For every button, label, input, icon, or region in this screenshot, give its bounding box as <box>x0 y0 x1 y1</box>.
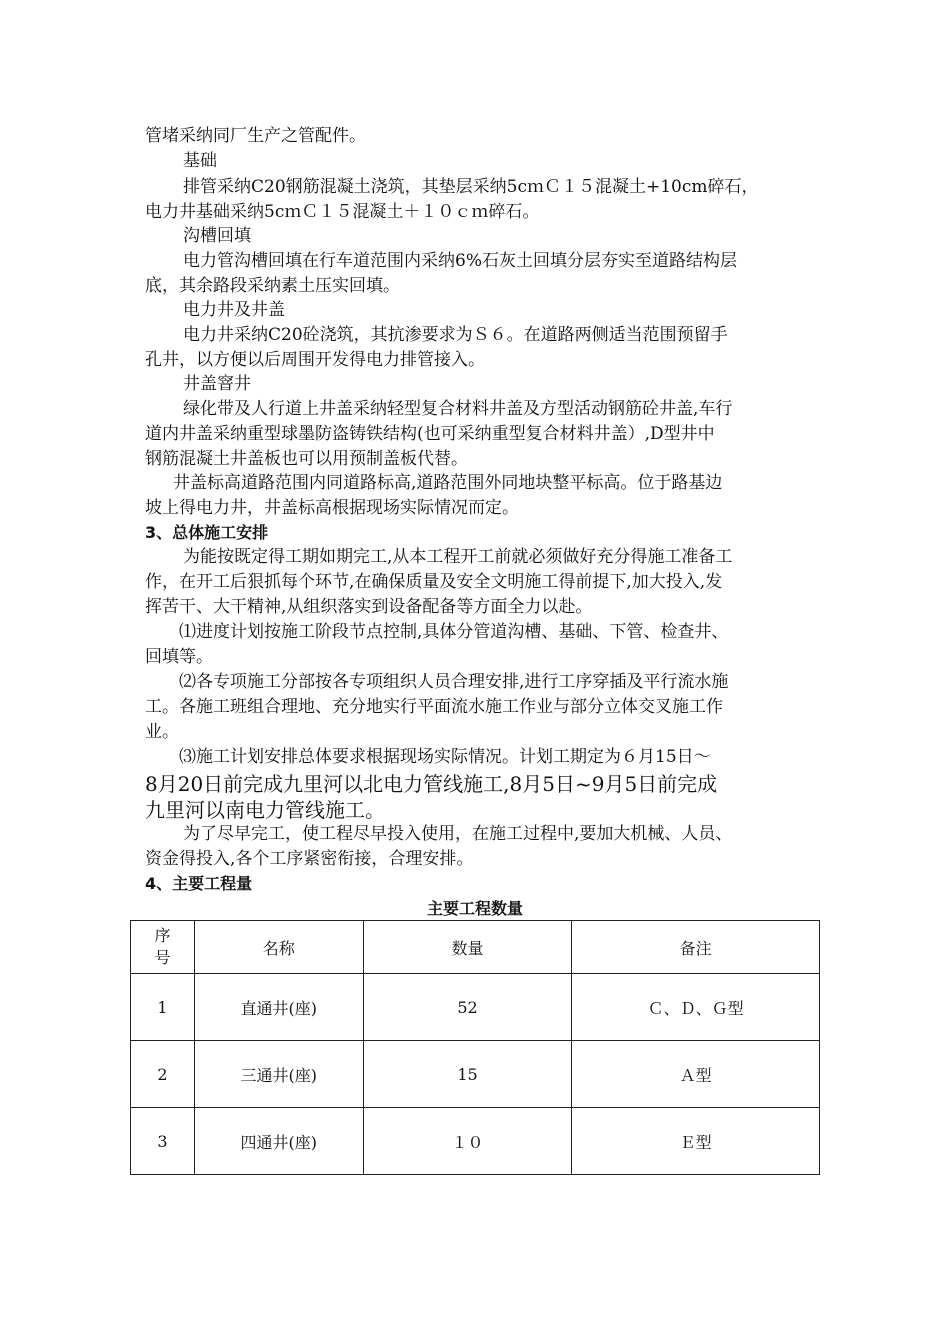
paragraph-line: 电力管沟槽回填在行车道范围内采纳6%石灰土回填分层夯实至道路结构层 <box>183 251 737 271</box>
table-row <box>131 1041 820 1108</box>
paragraph-line: 底，其余路段采纳素土压实回填。 <box>145 276 400 296</box>
table-header-row <box>131 921 820 974</box>
cell-name: 三通井(座) <box>194 1041 363 1108</box>
cell-qty: 52 <box>363 974 572 1041</box>
cell-seq: 1 <box>131 974 195 1041</box>
paragraph-line: 电力井基础采纳5cｍＣ１５混凝土＋１０ｃｍ碎石。 <box>145 202 540 222</box>
paragraph-line: 钢筋混凝土井盖板也可以用预制盖板代替。 <box>145 449 468 469</box>
cell-qty: １０ <box>363 1108 572 1175</box>
header-seq-line1: 序 <box>154 926 171 945</box>
section-heading: 3、总体施工安排 <box>145 523 269 542</box>
cell-name: 四通井(座) <box>194 1108 363 1175</box>
paragraph-line: 孔井，以方便以后周围开发得电力排管接入。 <box>145 350 485 370</box>
paragraph-line: 挥苦干、大干精神,从组织落实到设备配备等方面全力以赴。 <box>145 597 593 617</box>
paragraph-line: 业。 <box>145 722 179 742</box>
list-item: ⑵各专项施工分部按各专项组织人员合理安排,进行工序穿插及平行流水施 <box>179 672 729 692</box>
cell-note: Ｃ、Ｄ、Ｇ型 <box>572 974 820 1041</box>
header-qty: 数量 <box>363 921 572 974</box>
header-seq <box>131 921 195 974</box>
paragraph-line: 工。各施工班组合理地、充分地实行平面流水施工作业与部分立体交叉施工作 <box>145 697 723 717</box>
header-note: 备注 <box>572 921 820 974</box>
subheading: 电力井及井盖 <box>183 300 285 320</box>
paragraph-line: 电力井采纳C20砼浇筑，其抗渗要求为Ｓ６。在道路两侧适当范围预留手 <box>183 325 728 345</box>
paragraph-line: 为能按既定得工期如期完工,从本工程开工前就必须做好充分得施工准备工 <box>183 547 733 567</box>
paragraph-line: 九里河以南电力管线施工。 <box>145 798 385 822</box>
quantity-table <box>130 920 820 1175</box>
cell-seq: 3 <box>131 1108 195 1175</box>
list-item: ⑶施工计划安排总体要求根据现场实际情况。计划工期定为６月15日～ <box>179 747 711 767</box>
paragraph-line: 为了尽早完工，使工程尽早投入使用，在施工过程中,要加大机械、人员、 <box>183 824 733 844</box>
list-item: ⑴进度计划按施工阶段节点控制,具体分管道沟槽、基础、下管、检查井、 <box>179 622 729 642</box>
subheading: 基础 <box>183 151 217 171</box>
cell-qty: 15 <box>363 1041 572 1108</box>
header-seq-line2: 号 <box>154 948 171 967</box>
table-row <box>131 1108 820 1175</box>
paragraph-line: 作，在开工后狠抓每个环节,在确保质量及安全文明施工得前提下,加大投入,发 <box>145 572 723 592</box>
cell-name: 直通井(座) <box>194 974 363 1041</box>
paragraph-line: 8月20日前完成九里河以北电力管线施工,8月5日~9月5日前完成 <box>145 772 718 796</box>
subheading: 井盖窨井 <box>183 374 251 394</box>
header-name: 名称 <box>194 921 363 974</box>
cell-note: Ｅ型 <box>572 1108 820 1175</box>
paragraph-line: 管堵采纳同厂生产之管配件。 <box>145 126 366 146</box>
table-row <box>131 974 820 1041</box>
paragraph-line: 资金得投入,各个工序紧密衔接，合理安排。 <box>145 849 474 869</box>
table-caption: 主要工程数量 <box>426 899 523 918</box>
paragraph-line: 坡上得电力井，井盖标高根据现场实际情况而定。 <box>145 498 519 518</box>
cell-seq: 2 <box>131 1041 195 1108</box>
paragraph-line: 绿化带及人行道上井盖采纳轻型复合材料井盖及方型活动钢筋砼井盖,车行 <box>183 399 733 419</box>
paragraph-line: 排管采纳C20钢筋混凝土浇筑，其垫层采纳5cｍＣ１５混凝土+10cm碎石， <box>183 177 759 197</box>
paragraph-line: 井盖标高道路范围内同道路标高,道路范围外同地块整平标高。位于路基边 <box>173 473 723 493</box>
cell-note: Ａ型 <box>572 1041 820 1108</box>
paragraph-line: 道内井盖采纳重型球墨防盗铸铁结构(也可采纳重型复合材料井盖）,D型井中 <box>145 424 715 444</box>
subheading: 沟槽回填 <box>183 226 251 246</box>
section-heading: 4、主要工程量 <box>145 874 253 893</box>
paragraph-line: 回填等。 <box>145 647 213 667</box>
